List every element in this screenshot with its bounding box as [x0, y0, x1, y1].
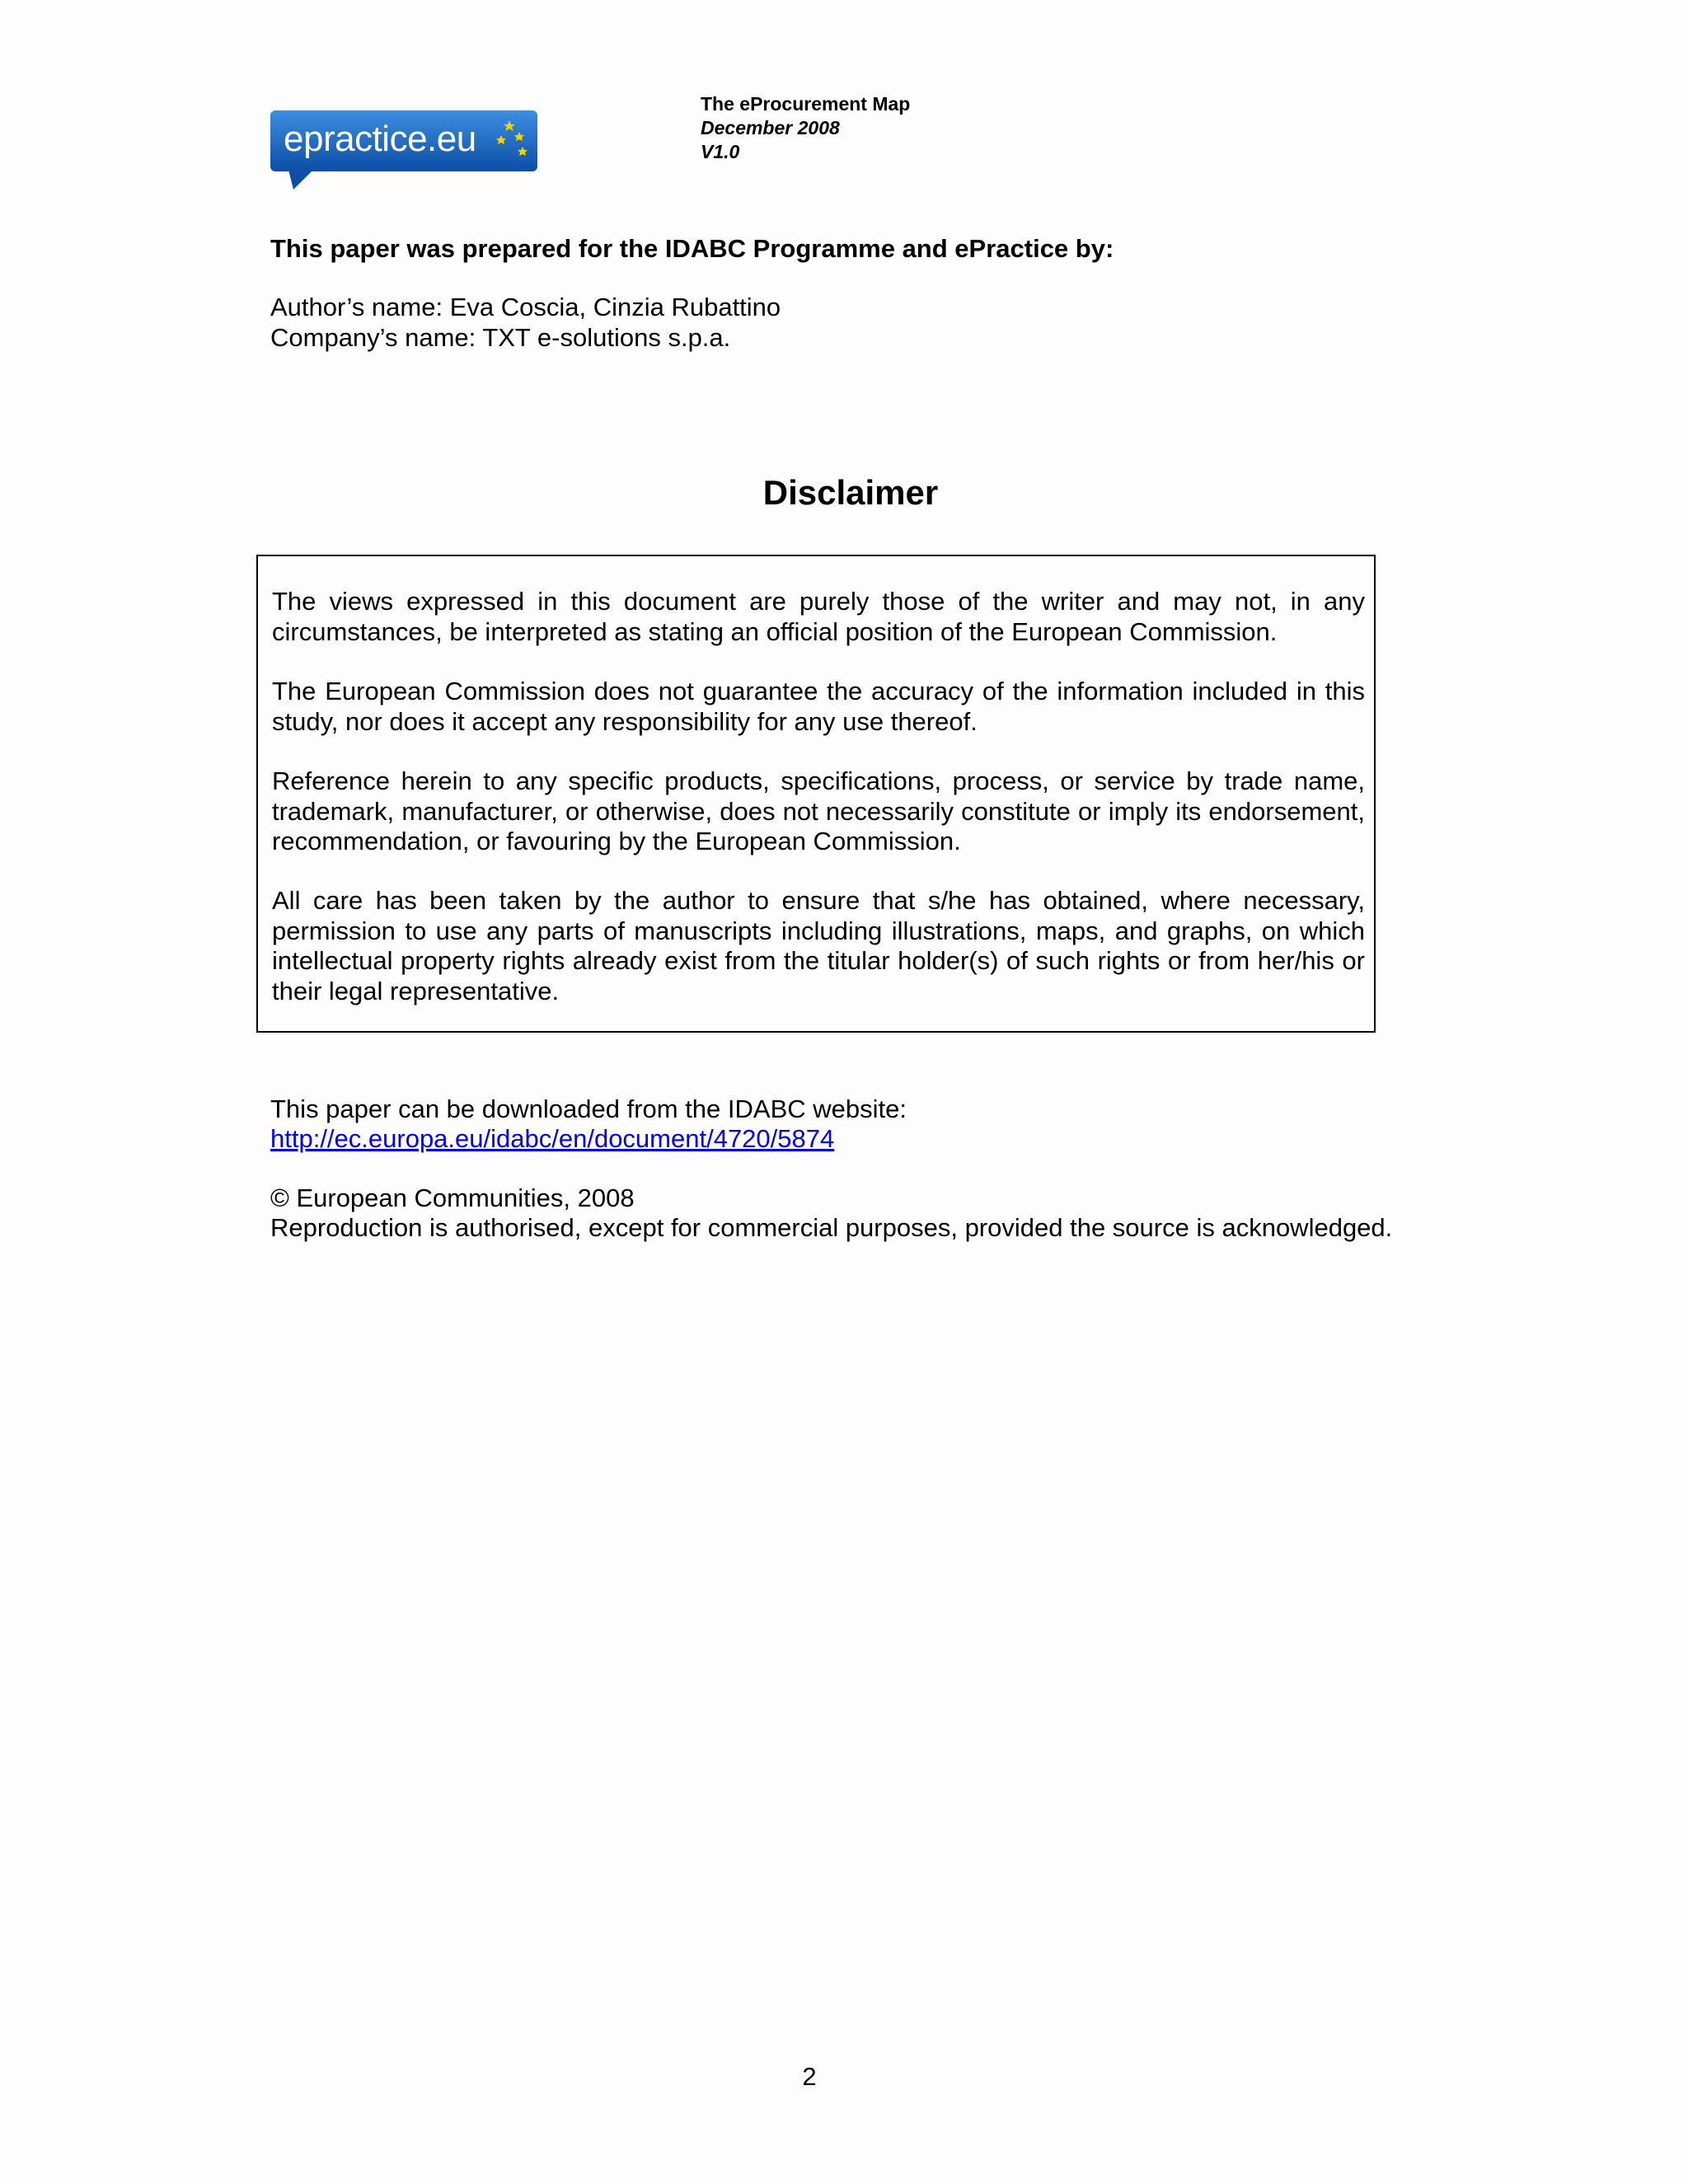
disclaimer-paragraph: All care has been taken by the author to ensure that s/he has obtained, where necessary, permission to use any parts of manuscripts including illustrations, maps, and graphs, on which intellectual property rights already exist from the titular holder(s) of such rights or from her/his or their legal representative.	[272, 886, 1365, 1005]
prepared-by-heading: This paper was prepared for the IDABC Programme and ePractice by:	[270, 234, 1114, 263]
reproduction-notice: Reproduction is authorised, except for commercial purposes, provided the source is acknowledged.	[270, 1213, 1393, 1242]
company-line: Company’s name: TXT e-solutions s.p.a.	[270, 323, 731, 352]
disclaimer-paragraph: The views expressed in this document are purely those of the writer and may not, in any circumstances, be interpreted as stating an official position of the European Commission.	[272, 587, 1365, 646]
disclaimer-paragraph: The European Commission does not guarantee the accuracy of the information included in this study, nor does it accept any responsibility for any use thereof.	[272, 677, 1365, 736]
disclaimer-box	[256, 555, 1376, 1033]
epractice-logo[interactable]	[270, 110, 537, 190]
copyright-line: © European Communities, 2008	[270, 1183, 635, 1212]
document-date: December 2008	[701, 117, 840, 138]
authors-block	[270, 292, 781, 353]
page-number: 2	[802, 2062, 817, 2091]
download-link[interactable]: http://ec.europa.eu/idabc/en/document/4720/5874	[270, 1124, 835, 1153]
download-section	[270, 1094, 907, 1154]
document-version: V1.0	[701, 141, 740, 162]
disclaimer-title: Disclaimer	[762, 473, 939, 512]
authors-line: Author’s name: Eva Coscia, Cinzia Rubattino	[270, 293, 781, 321]
document-title: The eProcurement Map	[701, 93, 911, 115]
logo-text: epractice.eu	[284, 119, 476, 159]
disclaimer-paragraph: Reference herein to any specific products, specifications, process, or service by trade name, trademark, manufacturer, or otherwise, does not necessarily constitute or imply its endorsement, recommendation, or favouring by the European Commission.	[272, 766, 1365, 855]
document-header	[701, 92, 910, 164]
copyright-section	[270, 1183, 1392, 1243]
download-text: This paper can be downloaded from the IDABC website:	[270, 1094, 907, 1123]
